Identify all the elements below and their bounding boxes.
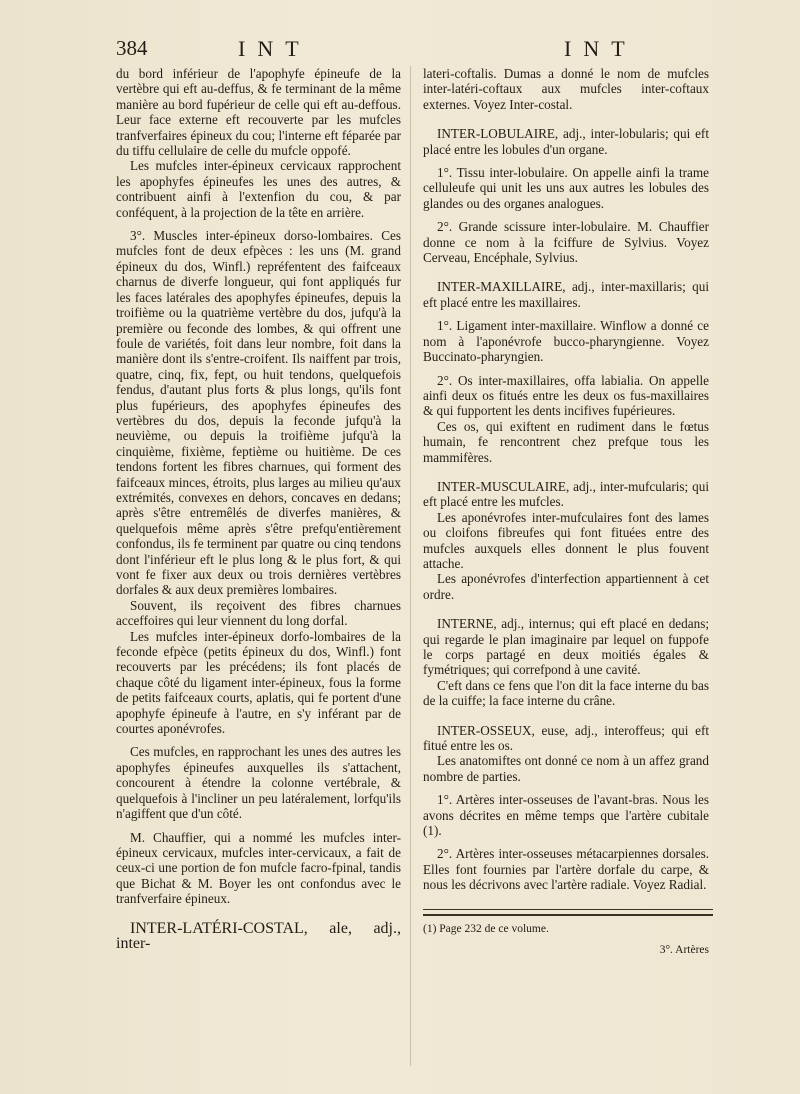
column-divider	[410, 66, 411, 1066]
section-paragraph: 1°. Ligament inter-maxillaire. Winflow a donné ce nom à l'aponévrofe bucco-pharyngienne. Voyez Buccinato-pharyngien.	[423, 318, 709, 365]
entry-heading: INTER-MAXILLAIRE, adj., inter-maxillaris; qui eft placé entre les maxillaires.	[423, 279, 709, 310]
paragraph: M. Chauffier, qui a nommé les mufcles inter-épineux cervicaux, mufcles inter-cervicaux, a fait de ceux-ci une portion de fon mufcle facro-fpinal, tandis que Bichat & M. Boyer les ont confondus avec le tranfverfaire épineux.	[116, 829, 401, 907]
section-paragraph: 2°. Os inter-maxillaires, offa labialia. On appelle ainfi deux os fitués entre les deux os fus-maxillaires & qui fupportent les dents incifives fupérieures.	[423, 372, 709, 419]
section-paragraph: 2°. Grande scissure inter-lobulaire. M. Chauffier donne ce nom à la fciffure de Sylvius. Voyez Cerveau, Encéphale, Sylvius.	[423, 219, 709, 266]
section-paragraph: 1°. Tissu inter-lobulaire. On appelle ainfi la trame celluleufe qui unit les uns aux autres les lobules des glandes ou des organes analogues.	[423, 165, 709, 211]
paragraph: Les aponévrofes d'interfection appartiennent à cet ordre.	[423, 571, 709, 602]
footnote: (1) Page 232 de ce volume.	[423, 922, 549, 935]
left-column	[116, 66, 401, 951]
paragraph: Les anatomiftes ont donné ce nom à un affez grand nombre de parties.	[423, 753, 709, 784]
page-number: 384	[116, 36, 148, 60]
entry-heading: INTER-OSSEUX, euse, adj., interoffeus; qui eft fitué entre les os.	[423, 722, 709, 754]
entry-heading: INTER-LATÉRI-COSTAL, ale, adj., inter-	[116, 919, 401, 952]
running-head-left: INT	[238, 36, 311, 61]
right-column	[423, 66, 709, 959]
paragraph: du bord inférieur de l'apophyfe épineufe de la vertèbre qui eft au-deffus, & fe terminant de la même manière au bord fupérieur de celle qui eft au-deffous. Leur face externe eft recouverte par les mufcles tranfverfaires épineux du cou; l'interne eft féparée par du tiffu cellulaire de celle du mufcle oppofé.	[116, 66, 401, 159]
catchword: 3°. Artères	[659, 944, 709, 957]
page-header	[116, 36, 736, 66]
section-paragraph: 2°. Artères inter-osseuses métacarpiennes dorsales. Elles font fournies par l'artère dorfale du carpe, & nous les décrivons avec l'artère radiale. Voyez Radial.	[423, 846, 709, 893]
paragraph: Souvent, ils reçoivent des fibres charnues acceffoires qui leur viennent du long dorfal.	[116, 597, 401, 629]
paragraph: lateri-coftalis. Dumas a donné le nom de mufcles inter-latéri-coftaux aux mufcles inter-coftaux externes. Voyez Inter-costal.	[423, 66, 709, 112]
paragraph: Les mufcles inter-épineux dorfo-lombaires de la feconde efpèce (petits épineux du dos, Winfl.) font recouverts par les précédens; ils font placés de chaque côté du ligament inter-épineux, fous la forme de petits faifceaux courts, aplatis, qui fe portent d'une apophyfe épineufe à l'autre, en s'y inférant par de courtes aponévrofes.	[116, 628, 401, 737]
section-paragraph: 1°. Artères inter-osseuses de l'avant-bras. Nous les avons décrites en même temps que l'artère cubitale (1).	[423, 792, 709, 839]
running-head-right: INT	[564, 36, 637, 61]
paragraph: Ces mufcles, en rapprochant les unes des autres les apophyfes épineufes auxquelles ils s'attachent, concourent à étendre la colonne vertébrale, & quelquefois à l'incliner un peu latéralement, lorfqu'ils n'agiffent que d'un côté.	[116, 744, 401, 822]
entry-heading: INTER-LOBULAIRE, adj., inter-lobularis; qui eft placé entre les lobules d'un organe.	[423, 126, 709, 157]
paragraph: Ces os, qui exiftent en rudiment dans le fœtus humain, fe rencontrent chez prefque tous les mammifères.	[423, 418, 709, 465]
entry-heading: INTERNE, adj., internus; qui eft placé en dedans; qui regarde le plan imaginaire par lequel on fuppofe le corps partagé en deux moitiés égales & fymétriques; qui correfpond à une cavité.	[423, 616, 709, 678]
paragraph: Les mufcles inter-épineux cervicaux rapprochent les apophyfes épineufes les unes des autres, & contribuent ainfi à l'extenfion du cou, & par conféquent, à la projection de la tête en arrière.	[116, 158, 401, 220]
paragraph: C'eft dans ce fens que l'on dit la face interne du bas de la cuiffe; la face interne du crâne.	[423, 677, 709, 709]
section-paragraph: 3°. Muscles inter-épineux dorso-lombaires. Ces mufcles font de deux efpèces : les uns (M. grand épineux du dos, Winfl.) repréfentent des faifceaux charnus de diverfe longueur, qui font appliqués fur les faces latérales des apophyfes épineufes, depuis la troifième ou la quatrième vertèbre du dos, jufqu'à la première ou feconde des lombes, & qui offrent une foule de variétés, foit dans leur nombre, foit dans la manière dont ils s'entre-croifent. Ils naiffent par trois, quatre, cinq, fix, fept, ou huit tendons, quelquefois fendus, d'autant plus forts & plus longs, qu'ils font plus fupérieurs, des apophyfes épineufes des vertèbres du dos, depuis la feconde jufqu'à la neuvième, ou depuis la troifième jufqu'à la cinquième, fixième, feptième ou huitième. De ces tendons fortent les fibres charnues, qui forment des faifceaux minces, étroits, plus larges au milieu qu'aux extrémités, convexes en dehors, concaves en dedans; après s'être entremêlés de diverfes manières, & quelquefois même après s'être prefqu'entièrement confondus, ils fe terminent par quatre ou cinq tendons dont l'inférieur eft le plus long & le plus fort, & qui vont fe fixer aux deux ou trois dernières vertèbres dorfales & aux deux premières lombaires.	[116, 228, 401, 598]
entry-heading: INTER-MUSCULAIRE, adj., inter-mufcularis; qui eft placé entre les mufcles.	[423, 478, 709, 510]
footnote-rule	[423, 909, 713, 916]
paragraph: Les aponévrofes inter-mufculaires font des lames ou cloifons fibreufes qui font fituées entre des mufcles auxquels elles donnent le plus fouvent attache.	[423, 509, 709, 571]
